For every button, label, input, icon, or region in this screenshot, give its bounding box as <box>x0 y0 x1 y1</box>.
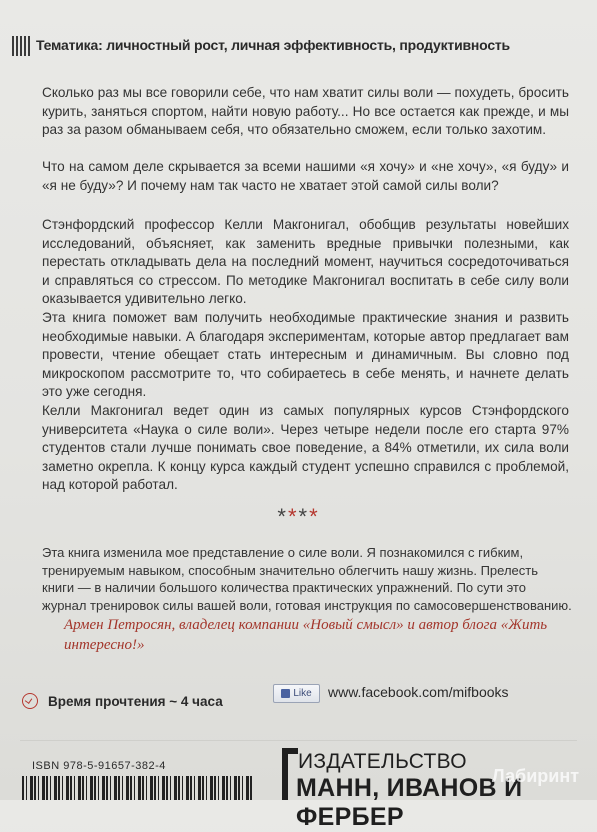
watermark: Лабиринт <box>492 766 580 786</box>
star-4: * <box>309 504 320 529</box>
thumbs-up-icon <box>281 689 290 698</box>
publisher-bracket <box>282 748 288 800</box>
like-button[interactable] <box>273 684 320 703</box>
like-label: Like <box>293 688 312 699</box>
barcode <box>22 776 252 800</box>
isbn: ISBN 978-5-91657-382-4 <box>32 760 166 772</box>
star-1: * <box>277 504 288 529</box>
testimonial-author: Армен Петросян, владелец компании «Новый смысл» и автор блога «Жить интересно!» <box>64 617 548 653</box>
paragraph-5: Келли Макгонигал ведет один из самых популярных курсов Стэнфордского университета «Наука о силе воли». Через четыре недели после его старта 97% студентов стали лучше понимать свое поведение, а 84% отметили, их сила воли заметно окрепла. К концу курса каждый студент успешно справился с проблемой, над которой работал. <box>42 403 569 493</box>
reading-time <box>22 693 223 709</box>
divider <box>20 740 577 741</box>
facebook-link[interactable]: www.facebook.com/mifbooks <box>328 684 509 700</box>
testimonial-quote: Эта книга изменила мое представление о силе воли. Я познакомился с гибким, тренируемым навыком, способным значительно облегчить нашу жизнь. Прелесть книги — в наличии большого количества практических упражнений. По сути это журнал тренировок силы вашей воли, готовая инструкция по самосовершенствованию. <box>42 545 572 613</box>
publisher-line-1: ИЗДАТЕЛЬСТВО <box>298 750 467 773</box>
separator-stars <box>0 504 597 530</box>
paragraph-2: Что на самом деле скрывается за всеми нашими «я хочу» и «не хочу», «я буду» и «я не буду»? И почему нам так часто не хватает этой самой силы воли? <box>42 159 569 193</box>
clock-check-icon <box>22 693 38 709</box>
reading-time-label: Время прочтения ~ 4 часа <box>48 693 223 709</box>
publisher-line-2: МАНН, ИВАНОВ И ФЕРБЕР <box>296 774 523 831</box>
topic-line: Тематика: личностный рост, личная эффективность, продуктивность <box>36 37 510 53</box>
paragraph-3: Стэнфордский профессор Келли Макгонигал, обобщив результаты новейших исследований, объясняет, как заменить вредные привычки полезными, как перестать откладывать дела на последний момент, научиться сосредоточиваться и справляться со стрессом. По методике Макгонигал воспитать в себе силу воли оказывается удивительно легко. <box>42 217 569 307</box>
bars-icon <box>12 36 30 56</box>
paragraph-1: Сколько раз мы все говорили себе, что нам хватит силы воли — похудеть, бросить курить, заняться спортом, найти новую работу... Но все остается как прежде, и мы раз за разом обманываем себя, что обязательно сможем, если только захотим. <box>42 85 569 138</box>
star-2: * <box>287 504 299 529</box>
star-3: * <box>298 504 310 529</box>
paragraph-4: Эта книга поможет вам получить необходимые практические знания и развить необходимые навыки. А благодаря экспериментам, которые автор предлагает вам провести, чтение обещает стать интересным и динамичным. Вы словно под микроскопом рассмотрите то, что собираетесь в себе менять, и начнете делать это уже сегодня. <box>42 310 569 400</box>
